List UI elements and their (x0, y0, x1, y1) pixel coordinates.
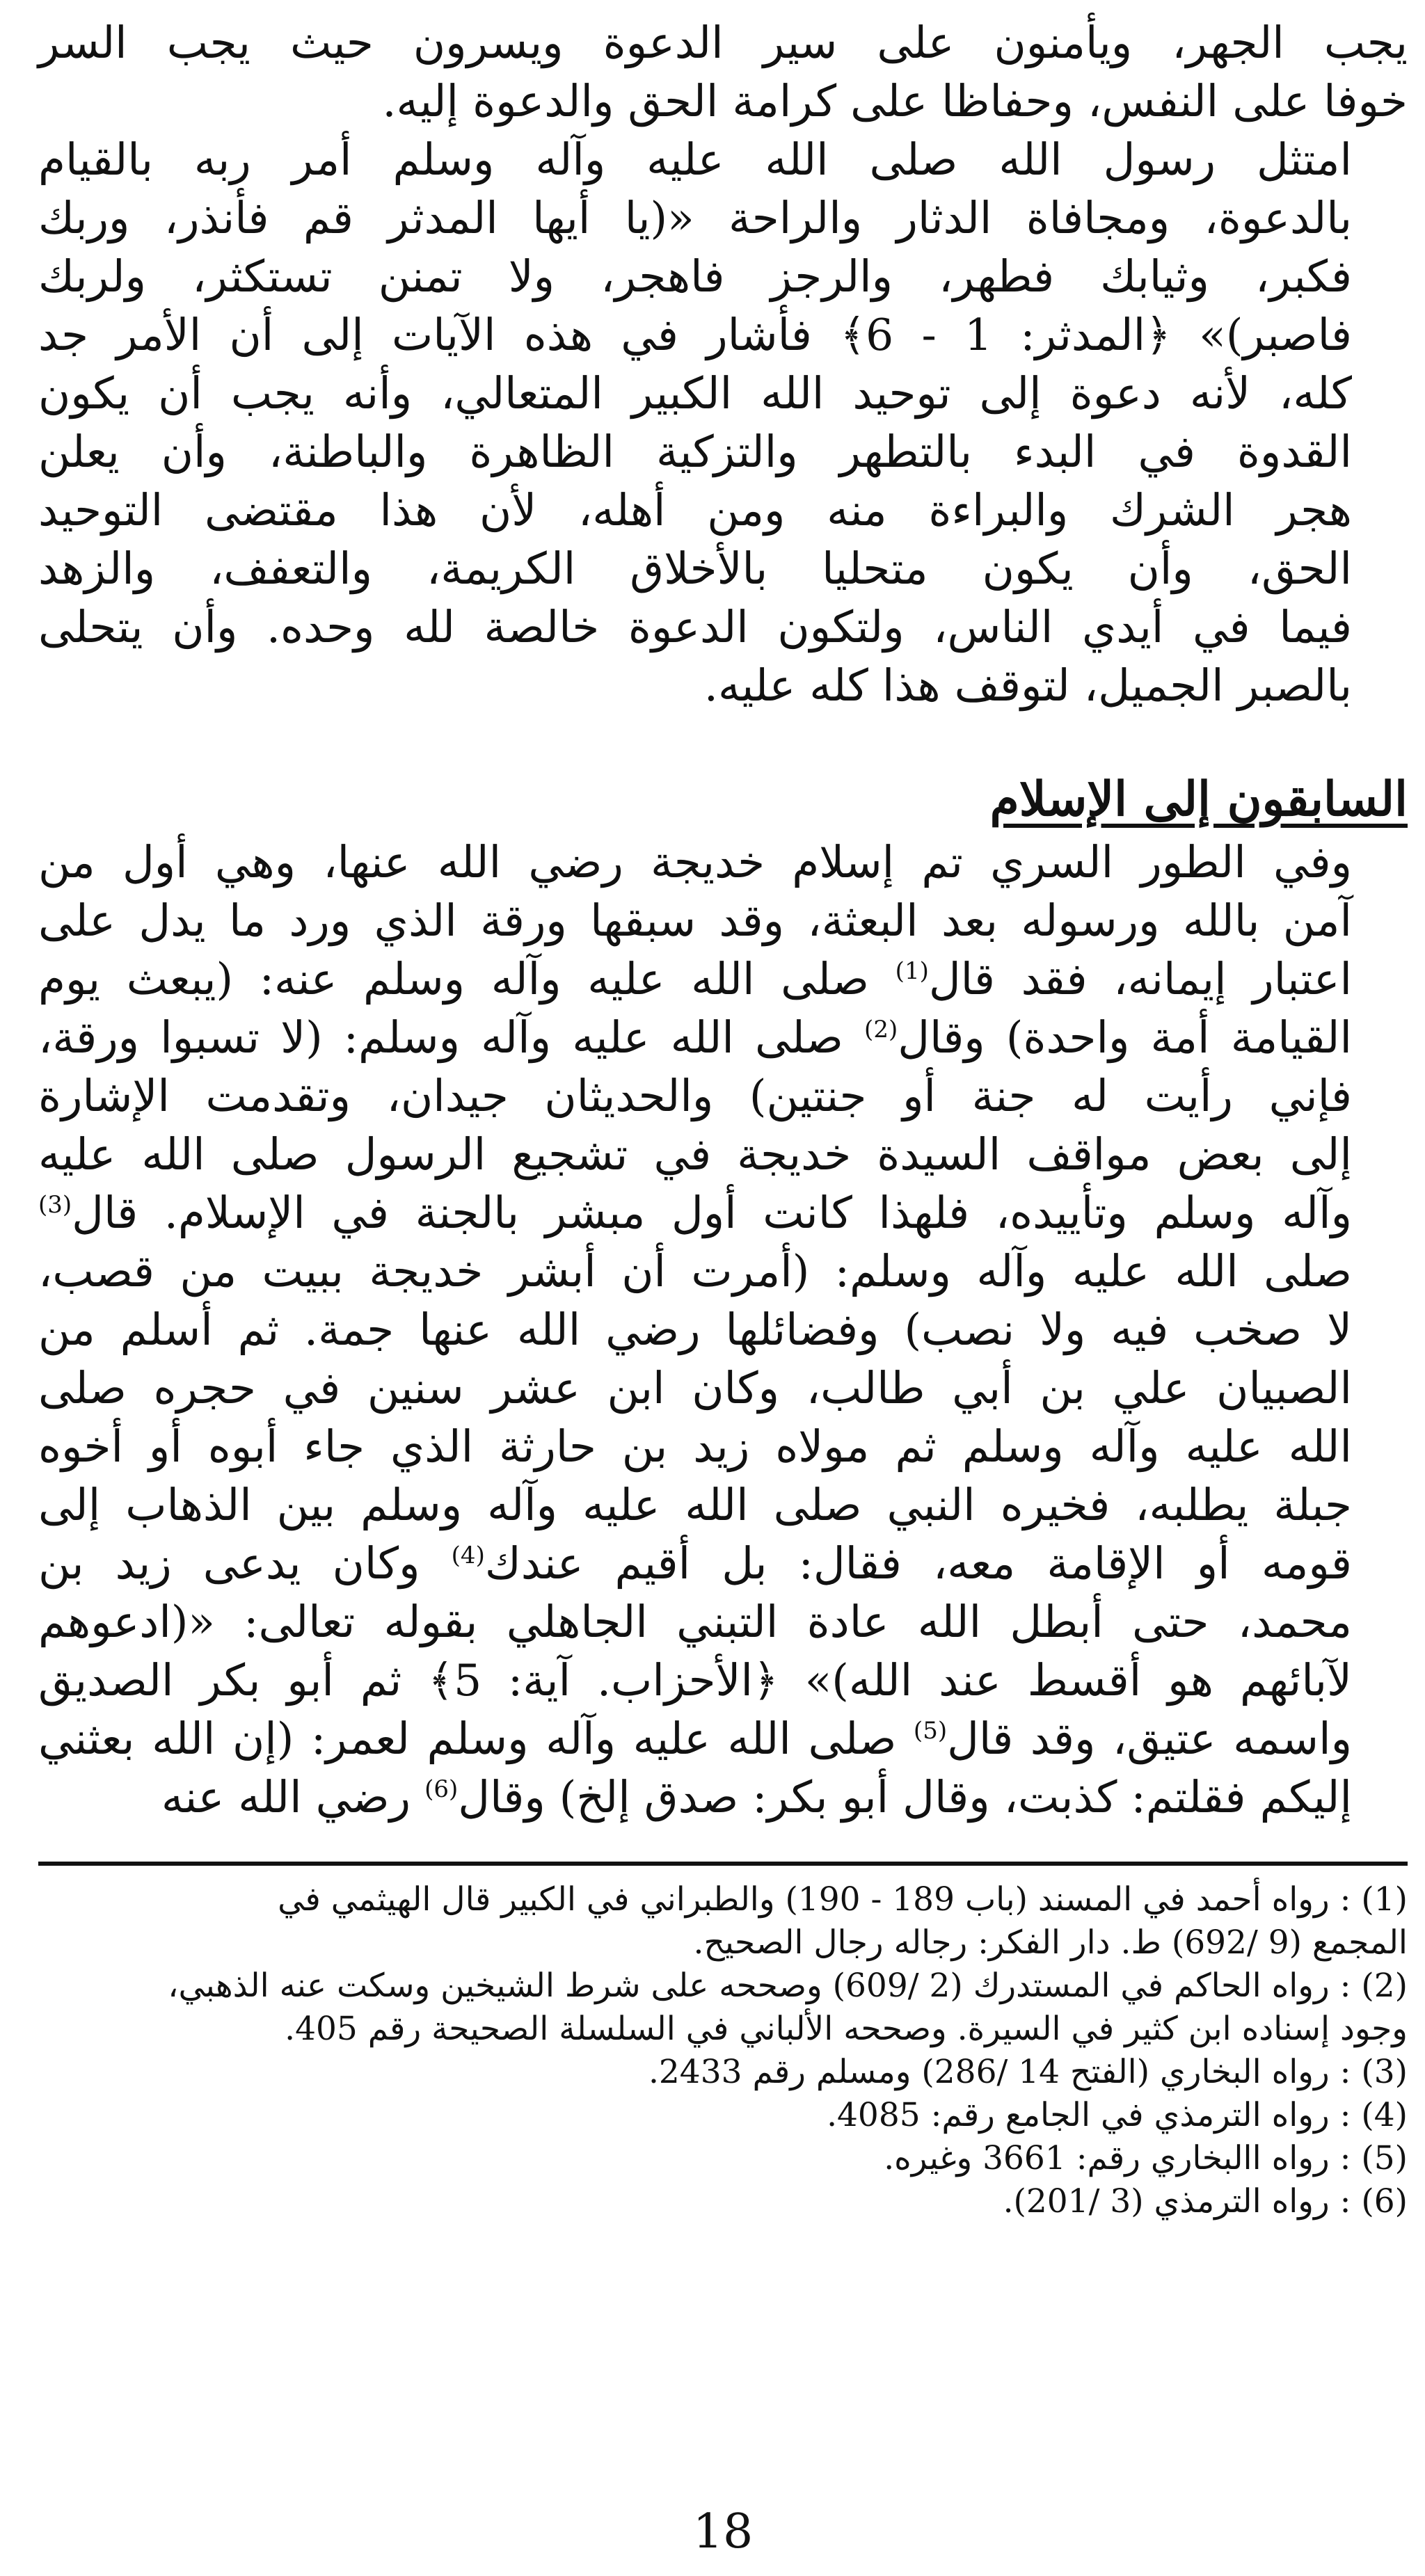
paragraph-intro (38, 14, 1408, 131)
footnote-ref: (3) (38, 1191, 72, 1219)
text-line: إلى بعض مواقف السيدة خديجة في تشجيع الرسول صلى الله عليه (38, 1129, 1352, 1180)
text-line: بالدعوة، ومجافاة الدثار والراحة «(يا أيها المدثر قم فأنذر، وربك (38, 193, 1352, 243)
footnote-ref: (4) (451, 1542, 485, 1569)
footnote-ref: (6) (424, 1775, 459, 1803)
footnotes (38, 1878, 1408, 2223)
footnote-line: (5) : رواه االبخاري رقم: 3661 وغيره. (884, 2139, 1408, 2177)
footnote-line: (3) : رواه البخاري (الفتح 14 /286) ومسلم رقم 2433. (648, 2053, 1408, 2091)
text-line: قومه أو الإقامة معه، فقال: بل أقيم عندك$^{(4)}$ وكان يدعى زيد بن (38, 1538, 1352, 1589)
text-line: الصبيان علي بن أبي طالب، وكان ابن عشر سنين في حجره صلى (38, 1363, 1352, 1414)
text-line: وآله وسلم وتأييده، فلهذا كانت أول مبشر بالجنة في الإسلام. قال$^{(3)}$ (38, 1187, 1352, 1238)
footnote-line: وجود إسناده ابن كثير في السيرة. وصححه الألباني في السلسلة الصحيحة رقم 405. (285, 2010, 1408, 2048)
text-line: القدوة في البدء بالتطهر والتزكية الظاهرة والباطنة، وأن يعلن (38, 426, 1352, 477)
text-line: لا صخب فيه ولا نصب) وفضائلها رضي الله عنها جمة. ثم أسلم من (38, 1304, 1352, 1355)
footnote-divider (38, 1862, 1408, 1866)
text-line: إليكم فقلتم: كذبت، وقال أبو بكر: صدق إلخ) وقال$^{(6)}$ رضي الله عنه (161, 1772, 1352, 1823)
footnote-line: (4) : رواه الترمذي في الجامع رقم: 4085. (827, 2096, 1408, 2134)
footnote-ref: (1) (895, 957, 929, 985)
text-line: اعتبار إيمانه، فقد قال$^{(1)}$ صلى الله عليه وآله وسلم عنه: (يبعث يوم (38, 954, 1352, 1005)
text-line: وفي الطور السري تم إسلام خديجة رضي الله عنها، وهي أول من (38, 837, 1352, 888)
text-line: هجر الشرك والبراءة منه ومن أهله، لأن هذا مقتضى التوحيد (38, 485, 1352, 536)
text-line: فإني رأيت له جنة أو جنتين) والحديثان جيدان، وتقدمت الإشارة (38, 1071, 1352, 1121)
text-line: امتثل رسول الله صلى الله عليه وآله وسلم أمر ربه بالقيام (38, 134, 1352, 185)
footnote-ref: (5) (913, 1717, 948, 1745)
main-text (38, 14, 1408, 715)
text-line: القيامة أمة واحدة) وقال$^{(2)}$ صلى الله عليه وآله وسلم: (لا تسبوا ورقة، (38, 1012, 1352, 1063)
text-line: لآبائهم هو أقسط عند الله)» ﴿الأحزاب. آية: 5﴾ ثم أبو بكر الصديق (38, 1655, 1352, 1706)
footnote-ref: (2) (864, 1016, 898, 1043)
paragraph-first-muslims (38, 833, 1408, 1827)
section-text (38, 833, 1408, 1827)
page-number: 18 (692, 2504, 754, 2559)
book-page (38, 14, 1408, 2560)
text-line: فيما في أيدي الناس، ولتكون الدعوة خالصة لله وحده. وأن يتحلى (38, 602, 1352, 653)
paragraph-imtathal (38, 131, 1408, 715)
text-line: بالصبر الجميل، لتوقف هذا كله عليه. (703, 660, 1352, 711)
section-heading: السابقون إلى الإسلام (989, 771, 1408, 827)
text-line: محمد، حتى أبطل الله عادة التبني الجاهلي بقوله تعالى: «(ادعوهم (38, 1597, 1352, 1647)
footnote-line: (2) : رواه الحاكم في المستدرك (2 /609) وصححه على شرط الشيخين وسكت عنه الذهبي، (168, 1967, 1408, 2005)
footnote-line: (6) : رواه الترمذي (3 /201). (1003, 2182, 1408, 2221)
text-line: الله عليه وآله وسلم ثم مولاه زيد بن حارثة الذي جاء أبوه أو أخوه (38, 1421, 1352, 1472)
footnote-line: المجمع (9 /692) ط. دار الفكر: رجاله رجال الصحيح. (693, 1923, 1408, 1962)
text-line: كله، لأنه دعوة إلى توحيد الله الكبير المتعالي، وأنه يجب أن يكون (38, 368, 1352, 419)
text-line: فكبر، وثيابك فطهر، والرجز فاهجر، ولا تمنن تستكثر، ولربك (38, 251, 1352, 302)
text-line: فاصبر)» ﴿المدثر: 1 - 6﴾ فأشار في هذه الآيات إلى أن الأمر جد (38, 310, 1352, 360)
text-line: خوفا على النفس، وحفاظا على كرامة الحق والدعوة إليه. (382, 76, 1408, 127)
text-line: آمن بالله ورسوله بعد البعثة، وقد سبقها ورقة الذي ورد ما يدل على (38, 895, 1352, 946)
text-line: يجب الجهر، ويأمنون على سير الدعوة ويسرون حيث يجب السر (38, 17, 1408, 68)
footnote-line: (1) : رواه أحمد في المسند (باب 189 - 190) والطبراني في الكبير قال الهيثمي في (278, 1880, 1408, 1919)
text-line: واسمه عتيق، وقد قال$^{(5)}$ صلى الله عليه وآله وسلم لعمر: (إن الله بعثني (38, 1713, 1353, 1764)
text-line: جبلة يطلبه، فخيره النبي صلى الله عليه وآله وسلم بين الذهاب إلى (38, 1480, 1352, 1530)
text-line: الحق، وأن يكون متحليا بالأخلاق الكريمة، والتعفف، والزهد (38, 543, 1352, 594)
text-line: صلى الله عليه وآله وسلم: (أمرت أن أبشر خديجة ببيت من قصب، (38, 1246, 1352, 1297)
